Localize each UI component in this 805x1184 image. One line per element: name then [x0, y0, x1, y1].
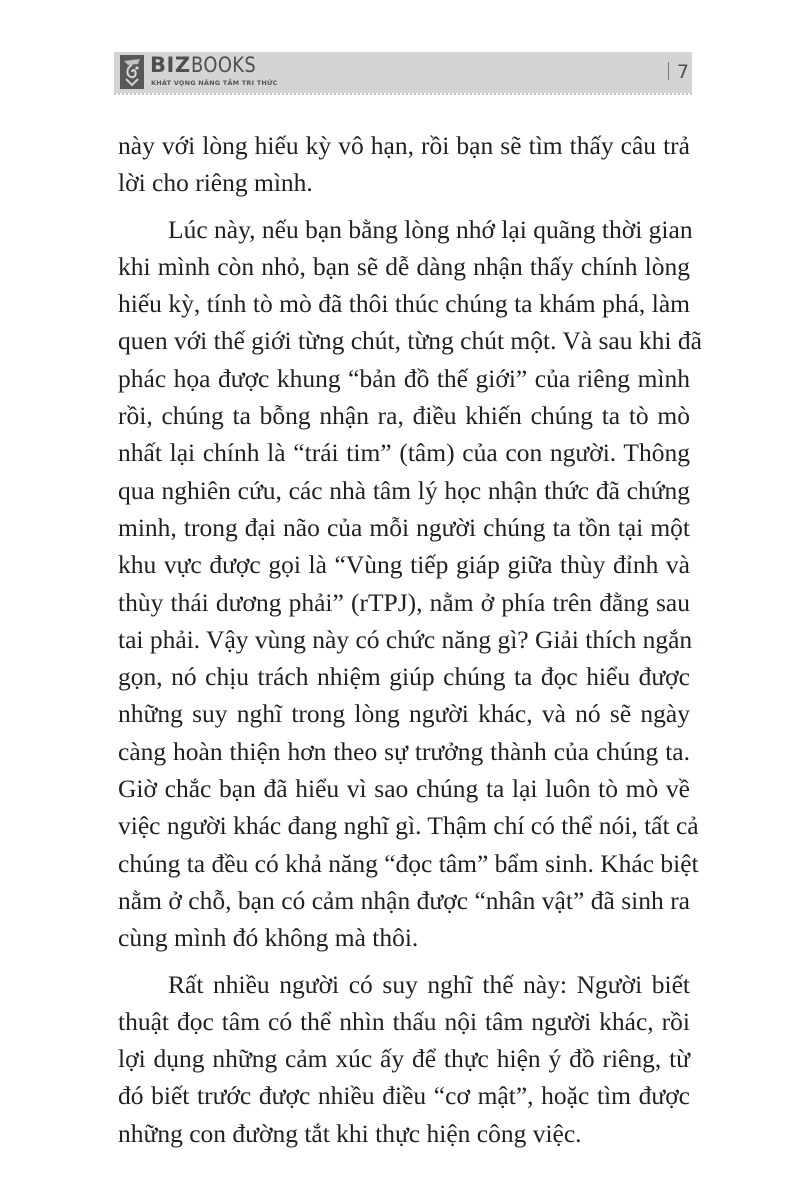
text-line: khu vực được gọi là “Vùng tiếp giáp giữa thùy đỉnh và	[118, 550, 690, 580]
text-line: gọn, nó chịu trách nhiệm giúp chúng ta đọc hiểu được	[118, 662, 690, 692]
paragraph-gap	[118, 202, 690, 211]
text-line: phác họa được khung “bản đồ thế giới” của riêng mình	[118, 363, 690, 393]
text-line: Giờ chắc bạn đã hiểu vì sao chúng ta lại luôn tò mò về	[118, 774, 690, 804]
text-line: đó biết trước được nhiều điều “cơ mật”, hoặc tìm được	[118, 1081, 690, 1111]
text-line: chúng ta đều có khả năng “đọc tâm” bẩm sinh. Khác biệt	[118, 848, 699, 878]
text-line: cùng mình đó không mà thôi.	[118, 923, 419, 953]
text-line: rồi, chúng ta bỗng nhận ra, điều khiến chúng ta tò mò	[118, 401, 690, 431]
paragraph-2	[118, 211, 702, 957]
page-number-separator	[668, 62, 669, 80]
text-line: tai phải. Vậy vùng này có chức năng gì? Giải thích ngắn	[118, 624, 693, 654]
bizbooks-logo-icon	[120, 55, 144, 89]
text-line: nhất lại chính là “trái tim” (tâm) của con người. Thông	[118, 438, 690, 468]
text-line: Lúc này, nếu bạn bằng lòng nhớ lại quãng thời gian	[168, 214, 693, 244]
text-line: thùy thái dương phải” (rTPJ), nằm ở phía trên đằng sau	[118, 587, 690, 617]
page-number	[668, 60, 689, 84]
page-number-value: 7	[676, 61, 689, 83]
text-line: qua nghiên cứu, các nhà tâm lý học nhận thức đã chứng	[118, 475, 690, 505]
text-line: minh, trong đại não của mỗi người chúng ta tồn tại một	[118, 512, 690, 542]
text-line: khi mình còn nhỏ, bạn sẽ dễ dàng nhận thấy chính lòng	[118, 251, 690, 281]
brand-strong: BIZ	[150, 53, 191, 77]
brand-light: BOOKS	[190, 53, 256, 77]
text-line: nằm ở chỗ, bạn có cảm nhận được “nhân vật” đã sinh ra	[118, 885, 690, 915]
text-line: này với lòng hiếu kỳ vô hạn, rồi bạn sẽ tìm thấy câu trả	[118, 131, 690, 160]
paragraph-1	[118, 127, 690, 202]
text-line: lợi dụng những cảm xúc ấy để thực hiện ý đồ riêng, từ	[118, 1044, 690, 1074]
text-line: việc người khác đang nghĩ gì. Thậm chí có thể nói, tất cả	[118, 811, 699, 841]
text-line: hiếu kỳ, tính tò mò đã thôi thúc chúng ta khám phá, làm	[118, 289, 690, 319]
text-line: Rất nhiều người có suy nghĩ thế này: Người biết	[168, 969, 690, 999]
text-line: càng hoàn thiện hơn theo sự trưởng thành của chúng ta.	[118, 736, 690, 766]
text-line: những con đường tắt khi thực hiện công việc.	[118, 1118, 582, 1148]
text-line: những suy nghĩ trong lòng người khác, và nó sẽ ngày	[118, 699, 690, 729]
text-line: quen với thế giới từng chút, từng chút một. Và sau khi đã	[118, 326, 702, 356]
header-dotted-divider	[114, 93, 692, 95]
brand-logo-text	[150, 53, 267, 77]
text-line: lời cho riêng mình.	[118, 168, 313, 198]
paragraph-gap	[118, 957, 690, 966]
text-line: thuật đọc tâm có thể nhìn thấu nội tâm người khác, rồi	[118, 1006, 690, 1036]
paragraph-3	[118, 966, 690, 1152]
body-text	[118, 127, 702, 1152]
brand-tagline: KHÁT VỌNG NÂNG TẦM TRI THỨC	[151, 79, 278, 87]
